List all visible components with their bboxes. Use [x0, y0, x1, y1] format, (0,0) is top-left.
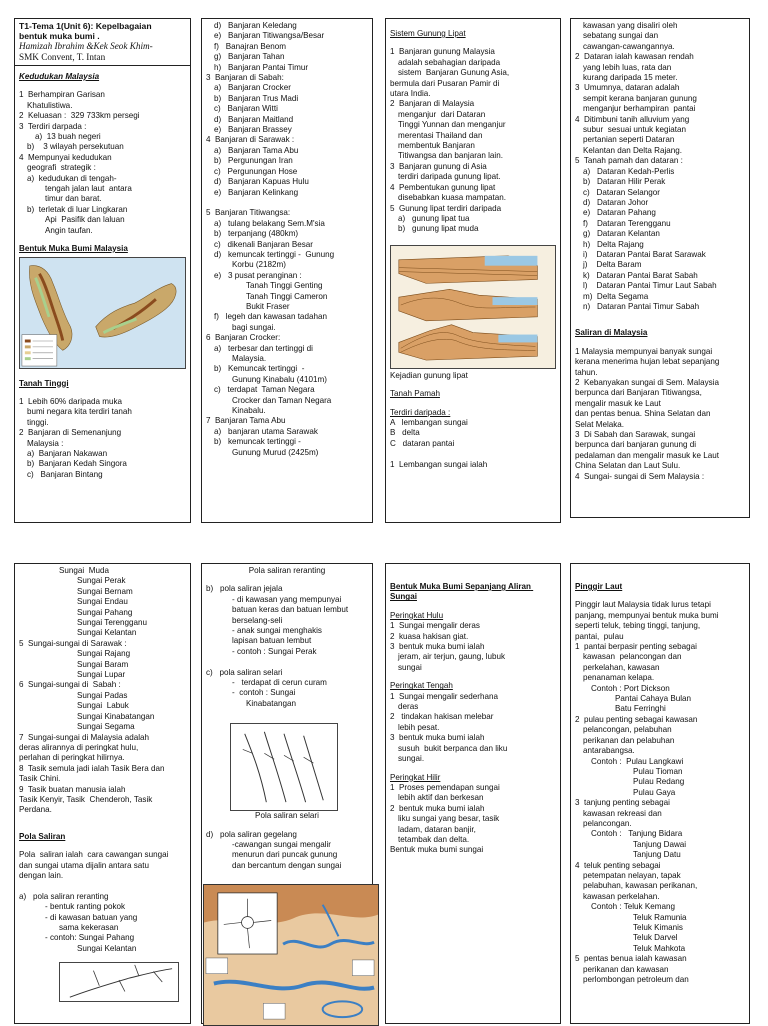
list-line: 2 Banjaran di Semenanjung [19, 428, 122, 438]
list-line: Bukit Fraser [246, 301, 290, 311]
river-landforms-illustration [203, 884, 379, 1026]
list-line: c) Banjaran Witti [214, 104, 278, 114]
list-line: membentuk Banjaran [398, 141, 475, 151]
list-line: Crocker dan Taman Negara [232, 395, 332, 405]
list-line: Korbu (2182m) [232, 260, 286, 270]
list-line: berpunca dari Banjaran Titiwangsa, [575, 388, 702, 398]
list-line: 1 Sungai mengalir sederhana [390, 691, 498, 701]
list-line: 6 Banjaran Crocker: [206, 333, 281, 343]
list-line: a) banjaran utama Sarawak [214, 426, 318, 436]
list-line: - di kawasan yang mempunyai [232, 594, 342, 604]
list-line: bagi sungai. [232, 322, 276, 332]
authors-line2: SMK Convent, T. Intan [19, 52, 106, 62]
list-line [390, 449, 556, 459]
heading-kedudukan: Kedudukan Malaysia [19, 72, 100, 81]
list-line: 2 pulau penting sebagai kawasan [575, 714, 698, 724]
list-line: b) terpanjang (480km) [214, 229, 299, 239]
list-line: Sungai Kelantan [77, 943, 137, 953]
list-line: Pulau Gaya [633, 787, 676, 797]
list-line: Titiwangsa dan banjaran lain. [398, 151, 503, 161]
list-line: Pinggir laut Malaysia tidak lurus tetapi [575, 600, 711, 610]
list-line: b) Banjaran Kedah Singora [27, 459, 127, 469]
caption-reranting: Pola saliran reranting [248, 566, 326, 575]
list-line: d) Banjaran Kapuas Hulu [214, 177, 309, 187]
list-line: 1 Sungai mengalir deras [390, 621, 480, 631]
gunung-lipat-list [390, 47, 556, 234]
list-line: 3 bentuk muka bumi ialah [390, 733, 485, 743]
list-line: kawasan pelancongan dan [583, 652, 682, 662]
list-line: Sungai Segama [77, 722, 135, 732]
tanah-pamah-list [390, 418, 556, 470]
tanah-tinggi-list [19, 397, 186, 480]
list-line: Api Pasifik dan laluan [45, 215, 125, 225]
list-line: menurun dari puncak gunung [232, 850, 338, 860]
list-line: a) tulang belakang Sem.M'sia [214, 218, 325, 228]
list-line: Pantai Cahaya Bulan [615, 694, 692, 704]
list-line: b) Dataran Hilir Perak [583, 177, 666, 187]
pola-saliran-d-list [206, 830, 368, 872]
list-line: pertanian seperti Dataran [583, 135, 675, 145]
subheading-terdiri: Terdiri daripada : [390, 407, 451, 417]
list-line: pedalaman dan mengalir masuk ke Laut [575, 450, 719, 460]
list-line: sebatang sungai dan [583, 31, 659, 41]
list-line: l) Dataran Pantai Timur Laut Sabah [583, 281, 717, 291]
list-line: 2 Dataran ialah kawasan rendah [575, 52, 694, 62]
list-line: 4 Pembentukan gunung lipat [390, 182, 496, 192]
list-line: bumi negara kita terdiri tanah [27, 407, 132, 417]
list-line: 5 Banjaran Titiwangsa: [206, 208, 291, 218]
list-line: d) pola saliran gegelang [206, 829, 297, 839]
heading-aliran-sungai: Bentuk Muka Bumi Sepanjang Aliran Sungai [390, 582, 534, 602]
list-line: 5 Gunung lipat terdiri daripada [390, 203, 502, 213]
list-line [206, 198, 368, 208]
list-line: b) kemuncak tertinggi - [214, 437, 301, 447]
list-line: pelancongan. [583, 818, 632, 828]
list-line [206, 657, 368, 667]
list-line: Contoh : Port Dickson [591, 683, 670, 693]
list-line: perikanan dan pelabuhan [583, 735, 675, 745]
list-line: Teluk Darvel [633, 933, 678, 943]
list-line: f) Dataran Terengganu [583, 218, 671, 228]
list-line: c) dikenali Banjaran Besar [214, 239, 313, 249]
list-line: Sungai Baram [77, 659, 129, 669]
pola-saliran-list [19, 850, 186, 954]
list-line: 1 Malaysia mempunyai banyak sungai [575, 346, 713, 356]
heading-pola-saliran: Pola Saliran [19, 831, 66, 841]
list-line: lapisan batuan lembut [232, 636, 312, 646]
list-line: 1 Lebih 60% daripada muka [19, 396, 123, 406]
heading-saliran-malaysia: Saliran di Malaysia [575, 328, 648, 338]
list-line: pelabuhan, kawasan perikanan, [583, 881, 698, 891]
list-line: 1 Banjaran gunung Malaysia [390, 47, 495, 57]
list-line: 1 pantai berpasir penting sebagai [575, 642, 697, 652]
list-line: Sungai Muda [59, 566, 109, 575]
list-line: b) gunung lipat muda [398, 224, 479, 234]
list-line: b) Pergunungan Iran [214, 156, 293, 166]
list-line: - bentuk ranting pokok [45, 902, 126, 912]
list-line: Teluk Mahkota [633, 943, 686, 953]
list-line: Sungai Padas [77, 690, 128, 700]
list-line: d) kemuncak tertinggi - Gunung [214, 249, 335, 259]
title-divider [15, 65, 190, 66]
list-line: Tanah Tinggi Genting [246, 281, 323, 291]
saliran-list [575, 347, 745, 482]
list-line: Sungai Labuk [77, 701, 129, 711]
list-line: f) legeh dan kawasan tadahan [214, 312, 327, 322]
list-line: Sungai Rajang [77, 649, 131, 659]
list-line: a) terbesar dan tertinggi di [214, 343, 313, 353]
list-line: Khatulistiwa. [27, 100, 73, 110]
panel-1 [14, 18, 191, 523]
list-line: dan pentas benua. Shina Selatan dan [575, 409, 711, 419]
sungai-list [19, 566, 186, 816]
list-line: a) kedudukan di tengah- [27, 173, 117, 183]
list-line: geografi strategik : [27, 163, 96, 173]
list-line: kurang daripada 15 meter. [583, 73, 678, 83]
list-line: 5 Tanah pamah dan dataran : [575, 156, 683, 166]
list-line: C dataran pantai [390, 438, 455, 448]
list-line: i) Dataran Pantai Barat Sarawak [583, 249, 706, 259]
panel-8 [570, 563, 750, 1024]
list-line: b) 3 wilayah persekutuan [27, 142, 124, 152]
list-line: a) 13 buah negeri [35, 132, 101, 142]
list-line: h) Delta Rajang [583, 239, 644, 249]
heading-tanah-tinggi: Tanah Tinggi [19, 378, 69, 388]
panel-7 [385, 563, 561, 1024]
list-line: dengan lain. [19, 870, 64, 880]
authors-line1: Hamizah Ibrahim &Kek Seok Khim- [19, 41, 153, 51]
list-line: - contoh : Sungai Perak [232, 646, 317, 656]
list-line: panjang, mempunyai bentuk muka bumi [575, 610, 719, 620]
list-line: a) Banjaran Nakawan [27, 448, 108, 458]
list-line: Tinggi Yunnan dan menganjur [398, 120, 506, 130]
list-line: Gunung Murud (2425m) [232, 447, 319, 457]
list-line: menganjur dari Dataran [398, 109, 486, 119]
list-line: berselang-seli [232, 615, 283, 625]
list-line: China Selatan dan Laut Sulu. [575, 461, 681, 471]
list-line: Sungai Kinabatangan [77, 711, 155, 721]
list-line: 5 pentas benua ialah kawasan [575, 954, 687, 964]
list-line: sungai [398, 662, 422, 672]
list-line: Pulau Tioman [633, 766, 683, 776]
list-line: 2 bentuk muka bumi ialah [390, 803, 485, 813]
list-line: k) Dataran Pantai Barat Sabah [583, 270, 698, 280]
list-line: c) Banjaran Bintang [27, 469, 103, 479]
list-line: lebih aktif dan berkesan [398, 793, 484, 803]
list-line: lebih pesat. [398, 722, 440, 732]
list-line: Angin taufan. [45, 225, 93, 235]
list-line: Contoh : Teluk Kemang [591, 902, 675, 912]
panel-5 [14, 563, 191, 1024]
list-line: n) Dataran Pantai Timur Sabah [583, 301, 700, 311]
list-line: 5 Sungai-sungai di Sarawak : [19, 638, 127, 648]
list-line: sistem Banjaran Gunung Asia, [398, 68, 510, 78]
panel-2 [201, 18, 373, 523]
list-line: 6 Sungai-sungai di Sabah : [19, 680, 121, 690]
list-line: 4 Mempunyai kedudukan [19, 152, 112, 162]
list-line: penanaman kelapa. [583, 673, 655, 683]
list-line: Tasik Kenyir, Tasik Chenderoh, Tasik [19, 794, 153, 804]
list-line: 2 Keluasan : 329 733km persegi [19, 111, 140, 121]
list-line: sungai. [398, 754, 425, 764]
list-line: 1 Proses pemendapan sungai [390, 782, 500, 792]
list-line: Pola saliran ialah cara cawangan sungai [19, 850, 169, 860]
list-line: d) Banjaran Keledang [214, 21, 297, 30]
list-line: batuan keras dan batuan lembut [232, 605, 349, 615]
list-line: Teluk Ramunia [633, 912, 687, 922]
list-line: dan bercantum dengan sungai [232, 860, 342, 870]
list-line: a) Banjaran Tama Abu [214, 145, 299, 155]
list-line: liku sungai yang besar, tasik [398, 814, 500, 824]
list-line: dan sungai utama dijalin antara satu [19, 860, 150, 870]
list-line: f) Banajran Benom [214, 41, 286, 51]
doc-title-line1: T1-Tema 1(Unit 6): Kepelbagaian [19, 21, 152, 31]
list-line: 3 Banjaran gunung di Asia [390, 161, 487, 171]
list-line: Kelantan dan Delta Rajang. [583, 145, 682, 155]
list-line: 2 Banjaran di Malaysia [390, 99, 475, 109]
list-line: 3 tanjung penting sebagai [575, 798, 670, 808]
malaysia-relief-map [19, 257, 186, 369]
list-line: merentasi Thailand dan [398, 130, 483, 140]
list-line: timur dan barat. [45, 194, 102, 204]
list-line: perlahan di peringkat hilirnya. [19, 753, 125, 763]
list-line: Sungai Pahang [77, 607, 133, 617]
list-line: a) gunung lipat tua [398, 213, 470, 223]
list-line: Sungai Perak [77, 576, 126, 586]
heading-tanah-pamah: Tanah Pamah [390, 389, 440, 399]
list-line: Contoh : Pulau Langkawi [591, 756, 684, 766]
list-line: h) Banjaran Pantai Timur [214, 62, 309, 72]
list-line: disebabkan kuasa mampatan. [398, 193, 506, 203]
list-line: tahun. [575, 367, 598, 377]
list-line: c) Pergunungan Hose [214, 166, 298, 176]
list-line: utara India. [390, 89, 431, 99]
list-line: m) Delta Segama [583, 291, 649, 301]
kedudukan-list [19, 90, 186, 236]
subheading-tengah: Peringkat Tengah [390, 681, 453, 691]
list-line: perikanan dan kawasan [583, 964, 669, 974]
list-line: kerana menerima hujan lebat sepanjang [575, 357, 720, 367]
list-line: Tanah Tinggi Cameron [246, 291, 328, 301]
list-line: Bentuk muka bumi sungai [390, 845, 484, 855]
list-line: Kinabatangan [246, 698, 296, 708]
subheading-hilir: Peringkat Hilir [390, 772, 441, 782]
list-line: petempatan nelayan, tapak [583, 870, 681, 880]
list-line: kawasan rekreasi dan [583, 808, 662, 818]
list-line: perlombongan petroleum dan [583, 975, 689, 985]
list-line: Sungai Endau [77, 597, 128, 607]
list-line: 7 Sungai-sungai di Malaysia adalah [19, 732, 150, 742]
list-line: A lembangan sungai [390, 417, 468, 427]
pinggir-laut-list [575, 600, 745, 985]
list-line: kawasan perkelahan. [583, 891, 660, 901]
doc-title-line2: bentuk muka bumi . [19, 31, 100, 41]
tengah-list [390, 692, 556, 765]
list-line: cawangan-cawangannya. [583, 41, 675, 51]
list-line: g) Dataran Kelantan [583, 229, 660, 239]
list-line: c) Dataran Selangor [583, 187, 660, 197]
list-line: - anak sungai menghakis [232, 626, 322, 636]
list-line: b) pola saliran jejala [206, 584, 283, 594]
list-line: pantai, pulau [575, 631, 624, 641]
list-line: c) pola saliran selari [206, 667, 283, 677]
list-line: Tanjung Dawai [633, 839, 687, 849]
pola-saliran-b-c-list [206, 584, 368, 709]
list-line: b) Kemuncak tertinggi - [214, 364, 305, 374]
list-line: a) Banjaran Crocker [214, 83, 291, 93]
list-line: e) Banjaran Brassey [214, 125, 292, 135]
list-line: 4 teluk penting sebagai [575, 860, 661, 870]
list-line: 4 Sungai- sungai di Sem Malaysia : [575, 471, 705, 481]
list-line: a) pola saliran reranting [19, 891, 109, 901]
list-line: e) Dataran Pahang [583, 208, 656, 218]
list-line: Batu Ferringhi [615, 704, 666, 714]
list-line: subur sesuai untuk kegiatan [583, 125, 687, 135]
list-line: Kinabalu. [232, 406, 266, 416]
list-line: Sungai Kelantan [77, 628, 137, 638]
list-line: g) Banjaran Tahan [214, 52, 285, 62]
hulu-list [390, 621, 556, 673]
list-line: kawasan yang disaliri oleh [583, 21, 678, 30]
list-line: Pulau Redang [633, 777, 685, 787]
list-line: tinggi. [27, 417, 49, 427]
list-line: Perdana. [19, 805, 52, 815]
list-line: b) terletak di luar Lingkaran [27, 204, 128, 214]
list-line: tetambak dan delta. [398, 834, 470, 844]
parallel-drainage-diagram [230, 723, 338, 811]
list-line: - terdapat di cerun curam [232, 678, 327, 688]
list-line: d) Banjaran Maitland [214, 114, 294, 124]
list-line: 3 Di Sabah dan Sarawak, sungai [575, 430, 696, 440]
list-line: Sungai Bernam [77, 586, 133, 596]
list-line: berpunca dari banjaran gunung di [575, 440, 697, 450]
caption-selari: Pola saliran selari [255, 811, 319, 821]
list-line [19, 881, 186, 891]
list-line: -cawangan sungai mengalir [232, 840, 331, 850]
list-line: ladam, dataran banjir, [398, 824, 476, 834]
list-line: 3 bentuk muka bumi ialah [390, 642, 485, 652]
list-line: Contoh : Tanjung Bidara [591, 829, 683, 839]
list-line: susuh bukit berpanca dan liku [398, 743, 508, 753]
heading-pinggir-laut: Pinggir Laut [575, 582, 623, 591]
list-line: b) Banjaran Trus Madi [214, 93, 299, 103]
list-line: 2 tindakan hakisan melebar [390, 712, 494, 722]
list-line: Malaysia : [27, 438, 64, 448]
list-line: Malaysia. [232, 353, 267, 363]
heading-sistem-gunung-lipat: Sistem Gunung Lipat [390, 29, 466, 38]
list-line: 3 Terdiri darpada : [19, 121, 87, 131]
caption-gunung-lipat: Kejadian gunung lipat [390, 370, 468, 380]
list-line: j) Delta Baram [583, 260, 642, 270]
list-line: d) Dataran Johor [583, 197, 649, 207]
list-line: Selat Melaka. [575, 419, 625, 429]
banjaran-list [206, 21, 368, 458]
list-line: tengah jalan laut antara [45, 184, 132, 194]
list-line: terdiri daripada gunung lipat. [398, 172, 501, 182]
list-line: deras [398, 702, 419, 712]
list-line: pelancongan, pelabuhan [583, 725, 672, 735]
list-line: Teluk Kimanis [633, 923, 683, 932]
list-line: Sungai Terengganu [77, 618, 148, 628]
list-line: - di kawasan batuan yang [45, 912, 138, 922]
list-line: 9 Tasik buatan manusia ialah [19, 784, 126, 794]
list-line: yang lebih luas, rata dan [583, 62, 672, 72]
subheading-hulu: Peringkat Hulu [390, 610, 444, 620]
list-line: - contoh : Sungai [232, 688, 296, 698]
dendritic-drainage-diagram [59, 962, 179, 1002]
list-line: 4 Banjaran di Sarawak : [206, 135, 295, 145]
list-line: jeram, air terjun, gaung, lubuk [398, 652, 506, 662]
list-line: 2 Kebanyakan sungai di Sem. Malaysia [575, 378, 719, 387]
list-line: e) Banjaran Titiwangsa/Besar [214, 31, 325, 41]
list-line: sempit kerana banjaran gunung [583, 93, 697, 103]
list-line: e) Banjaran Kelinkang [214, 187, 299, 197]
list-line: c) terdapat Taman Negara [214, 385, 315, 395]
panel-3 [385, 18, 561, 523]
list-line: 2 kuasa hakisan giat. [390, 631, 469, 641]
list-line: mengalir masuk ke Laut [575, 398, 661, 408]
panel-4 [570, 18, 750, 518]
list-line: antarabangsa. [583, 746, 635, 756]
list-line: menganjur berhampiran pantai [583, 104, 696, 114]
list-line: adalah sebahagian daripada [398, 57, 501, 67]
list-line: bermula dari Pusaran Pamir di [390, 78, 500, 88]
list-line: perkelahan, kawasan [583, 662, 660, 672]
list-line: 1 Lembangan sungai ialah [390, 459, 488, 469]
list-line: 4 Ditimbuni tanih alluvium yang [575, 114, 690, 124]
dataran-list [575, 21, 745, 312]
list-line: Tasik Chini. [19, 774, 61, 784]
list-line: Gunung Kinabalu (4101m) [232, 374, 327, 384]
list-line: Sungai Lupar [77, 670, 126, 680]
list-line: B delta [390, 428, 420, 438]
list-line: - contoh: Sungai Pahang [45, 933, 135, 943]
list-line: 3 Umumnya, dataran adalah [575, 83, 680, 93]
fold-mountain-diagram [390, 245, 556, 369]
list-line: sama kekerasan [59, 922, 119, 932]
hilir-list [390, 783, 556, 856]
list-line: Tanjung Datu [633, 850, 681, 860]
list-line: 8 Tasik semula jadi ialah Tasik Bera dan [19, 763, 165, 773]
heading-bentuk-muka-bumi: Bentuk Muka Bumi Malaysia [19, 244, 128, 254]
list-line: 1 Berhampiran Garisan [19, 90, 105, 100]
list-line: 3 Banjaran di Sabah: [206, 73, 284, 83]
list-line: e) 3 pusat peranginan : [214, 270, 302, 280]
list-line: a) Dataran Kedah-Perlis [583, 166, 675, 176]
list-line: seperti teluk, tebing tinggi, tanjung, [575, 621, 701, 631]
list-line: deras alirannya di peringkat hulu, [19, 742, 139, 752]
list-line: 7 Banjaran Tama Abu [206, 416, 286, 426]
